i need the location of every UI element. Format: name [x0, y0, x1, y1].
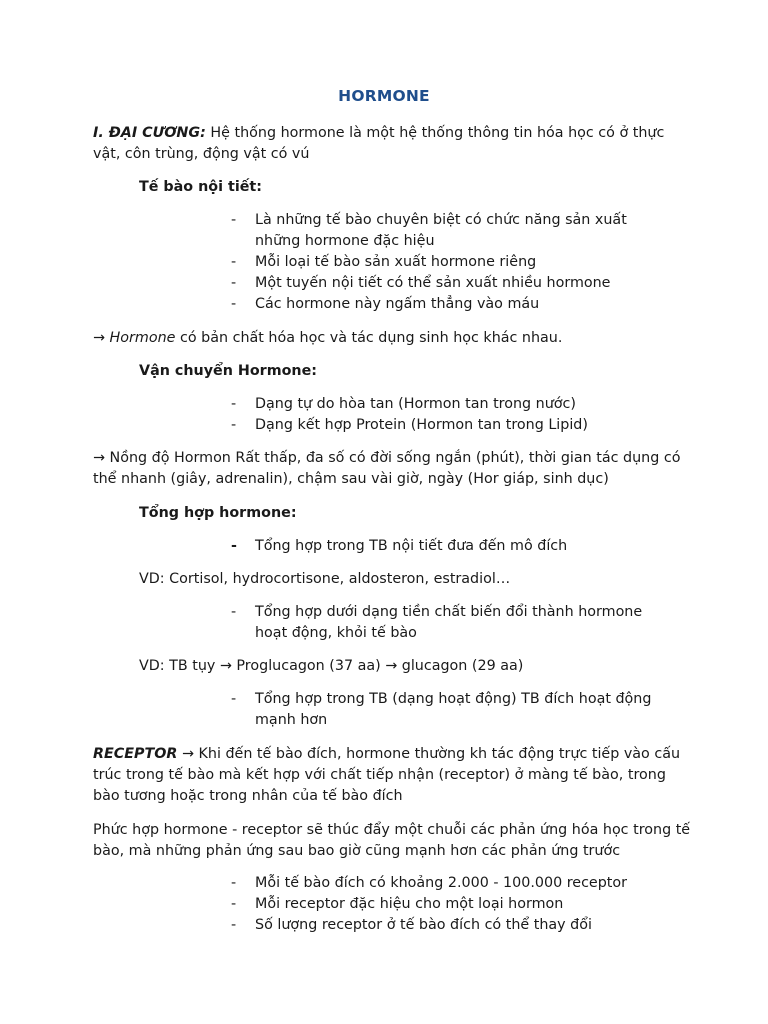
endocrine-bullet-list — [231, 210, 671, 315]
list-item: - Mỗi tế bào đích có khoảng 2.000 - 100.000 receptor — [231, 875, 628, 891]
list-item: - Là những tế bào chuyên biệt có chức năng sản xuất những hormone đặc hiệu — [231, 212, 627, 249]
example-1: VD: Cortisol, hydrocortisone, aldosteron, estradiol… — [139, 571, 511, 587]
receptor-label: RECEPTOR — [93, 746, 178, 762]
list-item: - Tổng hợp dưới dạng tiền chất biến đổi thành hormone hoạt động, khỏi tế bào — [231, 604, 643, 641]
list-item: - Tổng hợp trong TB (dạng hoạt động) TB đích hoạt động mạnh hơn — [231, 691, 652, 728]
concentration-note: → Nồng độ Hormon Rất thấp, đa số có đời sống ngắn (phút), thời gian tác dụng có thể nhanh (giây, adrenalin), chậm sau vài giờ, ngày (Hor giáp, sinh dục) — [93, 450, 681, 487]
endocrine-heading: Tế bào nội tiết: — [139, 179, 262, 195]
hormone-note: → Hormone có bản chất hóa học và tác dụng sinh học khác nhau. — [93, 330, 563, 346]
complex-paragraph: Phức hợp hormone - receptor sẽ thúc đẩy một chuỗi các phản ứng hóa học trong tế bào, mà những phản ứng sau bao giờ cũng mạnh hơn các phản ứng trước — [93, 822, 691, 859]
intro-text: Hệ thống hormone là một hệ thống thông tin hóa học có ở thực vật, côn trùng, động vật có vú — [93, 125, 665, 162]
list-item: - Mỗi loại tế bào sản xuất hormone riêng — [231, 254, 537, 270]
synthesis-bullet-3 — [231, 689, 671, 731]
document-title: HORMONE — [338, 87, 430, 105]
list-item: - Các hormone này ngấm thẳng vào máu — [231, 296, 540, 312]
list-item: - Dạng kết hợp Protein (Hormon tan trong Lipid) — [231, 417, 588, 433]
receptor-paragraph: RECEPTOR → Khi đến tế bào đích, hormone thường kh tác động trực tiếp vào cấu trúc trong tế bào mà kết hợp với chất tiếp nhận (receptor) ở màng tế bào, trong bào tương hoặc trong nhân của tế bào đích — [93, 746, 681, 804]
synthesis-bullet-1 — [231, 536, 671, 557]
list-item: - Số lượng receptor ở tế bào đích có thể thay đổi — [231, 917, 592, 933]
list-item: - Dạng tự do hòa tan (Hormon tan trong nước) — [231, 396, 576, 412]
transport-heading: Vận chuyển Hormone: — [139, 363, 318, 379]
intro-label: I. ĐẠI CƯƠNG: — [93, 125, 206, 141]
synthesis-bullet-2 — [231, 602, 671, 644]
synthesis-heading: Tổng hợp hormone: — [139, 505, 297, 521]
list-item: - Một tuyến nội tiết có thể sản xuất nhiều hormone — [231, 275, 611, 291]
example-2: VD: TB tụy → Proglucagon (37 aa) → glucagon (29 aa) — [139, 658, 524, 674]
receptor-bullet-list — [231, 873, 671, 936]
list-item: - Mỗi receptor đặc hiệu cho một loại hormon — [231, 896, 564, 912]
intro-paragraph — [93, 123, 693, 165]
transport-bullet-list — [231, 394, 671, 436]
list-item: - Tổng hợp trong TB nội tiết đưa đến mô đích — [231, 538, 568, 554]
